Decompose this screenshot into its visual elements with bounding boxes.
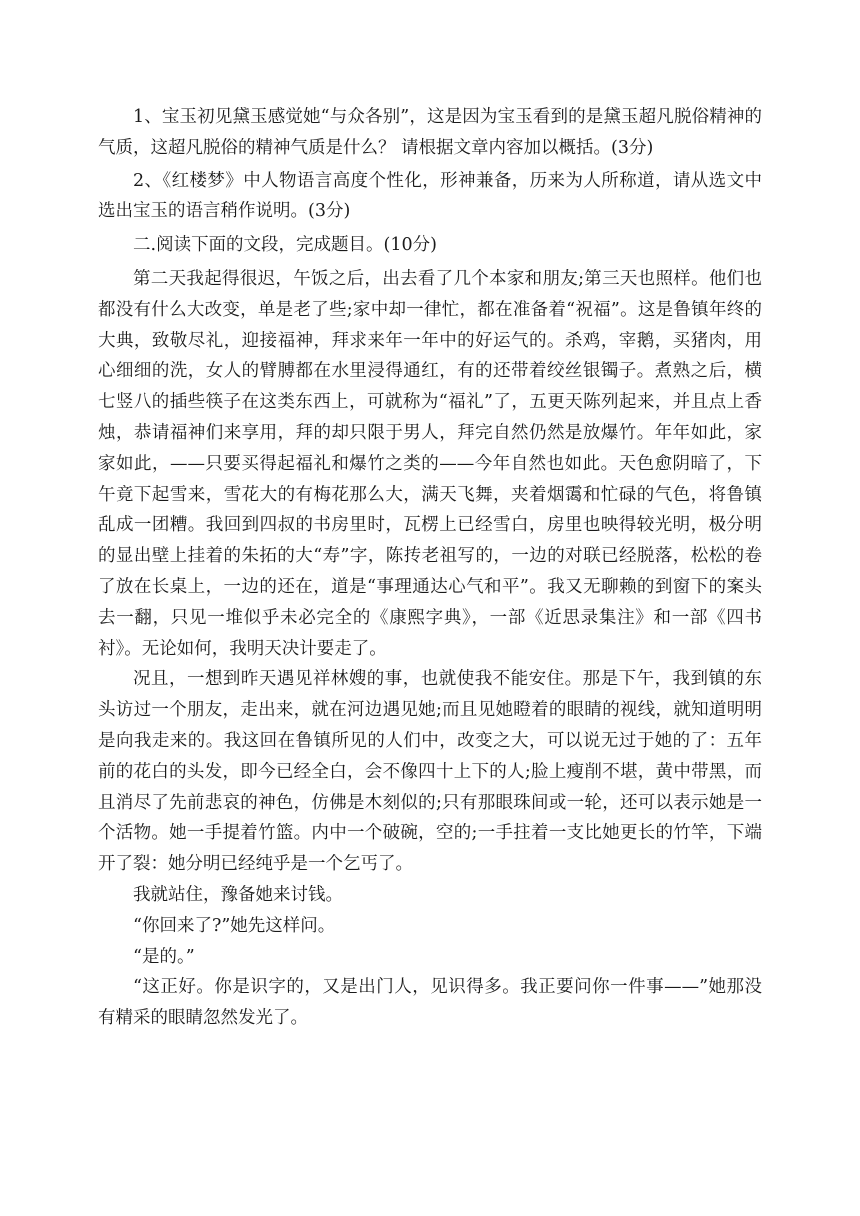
passage-paragraph-1: 第二天我起得很迟，午饭之后，出去看了几个本家和朋友;第三天也照样。他们也都没有什么大改变，单是老了些;家中却一律忙，都在准备着“祝福”。这是鲁镇年终的大典，致敬尽礼，迎接福神，拜求来年一年中的好运气的。杀鸡，宰鹅，买猪肉，用心细细的洗，女人的臂膊都在水里浸得通红，有的还带着绞丝银镯子。煮熟之后，横七竖八的插些筷子在这类东西上，可就称为“福礼”了，五更天陈列起来，并且点上香烛，恭请福神们来享用，拜的却只限于男人，拜完自然仍然是放爆竹。年年如此，家家如此，——只要买得起福礼和爆竹之类的——今年自然也如此。天色愈阴暗了，下午竟下起雪来，雪花大的有梅花那么大，满天飞舞，夹着烟霭和忙碌的气色，将鲁镇乱成一团糟。我回到四叔的书房里时，瓦楞上已经雪白，房里也映得较光明，极分明的显出壁上挂着的朱拓的大“寿”字，陈抟老祖写的，一边的对联已经脱落，松松的卷了放在长桌上，一边的还在，道是“事理通达心气和平”。我又无聊赖的到窗下的案头去一翻，只见一堆似乎未必完全的《康熙字典》，一部《近思录集注》和一部《四书衬》。无论如何，我明天决计要走了。 xyxy=(98,268,762,659)
section-heading: 二.阅读下面的文段，完成题目。(10分) xyxy=(133,235,437,256)
document-page xyxy=(98,102,762,1034)
question-2: 2、《红楼梦》中人物语言高度个性化，形神兼备，历来为人所称道，请从选文中选出宝玉的语言稍作说明。(3分) xyxy=(98,170,762,222)
passage-paragraph-3: 我就站住，豫备她来讨钱。 xyxy=(133,884,343,905)
dialogue-line-3: “这正好。你是识字的，又是出门人，见识得多。我正要问你一件事——”她那没有精采的眼睛忽然发光了。 xyxy=(98,977,762,1029)
passage-paragraph-2: 况且，一想到昨天遇见祥林嫂的事，也就使我不能安住。那是下午，我到镇的东头访过一个朋友，走出来，就在河边遇见她;而且见她瞪着的眼睛的视线，就知道明明是向我走来的。我这回在鲁镇所见的人们中，改变之大，可以说无过于她的了：五年前的花白的头发，即今已经全白，会不像四十上下的人;脸上瘦削不堪，黄中带黑，而且消尽了先前悲哀的神色，仿佛是木刻似的;只有那眼珠间或一轮，还可以表示她是一个活物。她一手提着竹篮。内中一个破碗，空的;一手拄着一支比她更长的竹竿，下端开了裂：她分明已经纯乎是一个乞丐了。 xyxy=(98,669,762,875)
question-1: 1、宝玉初见黛玉感觉她“与众各别”，这是因为宝玉看到的是黛玉超凡脱俗精神的气质，这超凡脱俗的精神气质是什么？ 请根据文章内容加以概括。(3分) xyxy=(98,107,762,158)
dialogue-line-2: “是的。” xyxy=(133,946,195,967)
dialogue-line-1: “你回来了?”她先这样问。 xyxy=(133,915,336,936)
